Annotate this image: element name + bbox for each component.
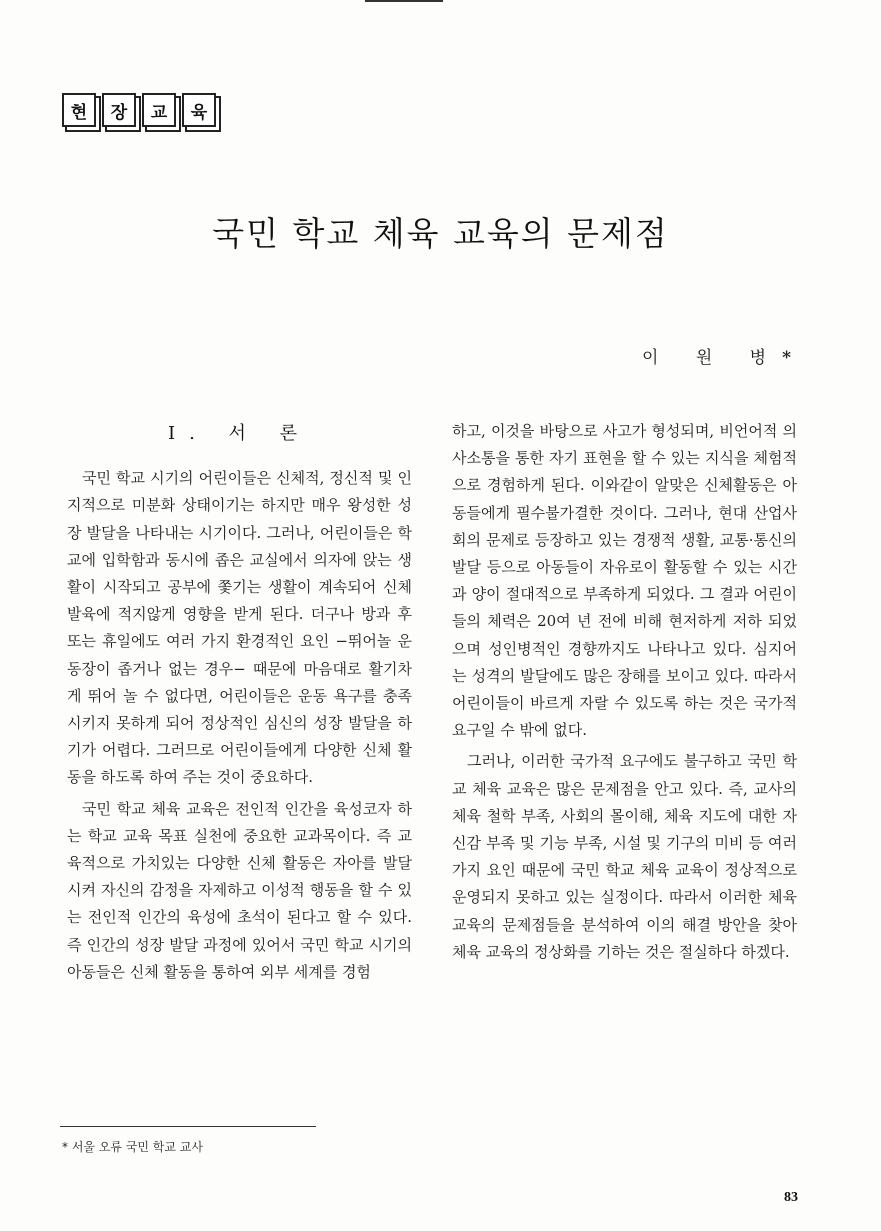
article-title: 국민 학교 체육 교육의 문제점: [212, 214, 669, 253]
author-mark: *: [782, 348, 791, 368]
badge-char-1: 현: [62, 93, 96, 127]
footnote: * 서울 오류 국민 학교 교사: [62, 1140, 203, 1154]
top-rule: [365, 0, 443, 2]
left-paragraph-2: 국민 학교 체육 교육은 전인적 인간을 육성코자 하는 학교 교육 목표 실천에 중요한 교과목이다. 즉 교육적으로 가치있는 다양한 신체 활동은 자아를 발달시켜 자신의 감정을 자제하고 이성적 행동을 할 수 있는 전인적 인간의 육성에 초석이 된다고 할 수 있다. 즉 인간의 성장 발달 과정에 있어서 국민 학교 시기의 아동들은 신체 활동을 통하여 외부 세계를 경험: [67, 799, 412, 981]
footnote-rule: [60, 1126, 316, 1127]
page-number: 83: [784, 1190, 798, 1205]
author-name: 이 원 병: [642, 348, 783, 368]
section-badge: [62, 93, 222, 127]
author-line: [642, 343, 791, 368]
section-heading: I. 서 론: [167, 423, 312, 444]
left-paragraph-1: 국민 학교 시기의 어린이들은 신체적, 정신적 및 인지적으로 미분화 상태이기는 하지만 매우 왕성한 성장 발달을 나타내는 시기이다. 그러나, 어린이들은 학교에 입학함과 동시에 좁은 교실에서 의자에 앉는 생활이 시작되고 공부에 쫓기는 생활이 계속되어 신체 발육에 적지않게 영향을 받게 된다. 더구나 방과 후 또는 휴일에도 여러 가지 환경적인 요인 −뛰어놀 운동장이 좁거나 없는 경우− 때문에 마음대로 활기차게 뛰어 놀 수 없다면, 어린이들은 운동 욕구를 충족시키지 못하게 되어 정상적인 심신의 성장 발달을 하기가 어렵다. 그러므로 어린이들에게 다양한 신체 활동을 하도록 하여 주는 것이 중요하다.: [67, 469, 412, 787]
left-column: [67, 418, 412, 986]
badge-char-3: 교: [142, 93, 176, 127]
right-paragraph-2: 그러나, 이러한 국가적 요구에도 불구하고 국민 학교 체육 교육은 많은 문제점을 안고 있다. 즉, 교사의 체육 철학 부족, 사회의 몰이해, 체육 지도에 대한 자신감 부족 및 기능 부족, 시설 및 기구의 미비 등 여러 가지 요인 때문에 국민 학교 체육 교육이 정상적으로 운영되지 못하고 있는 실정이다. 따라서 이러한 체육 교육의 문제점들을 분석하여 이의 해결 방안을 찾아 체육 교육의 정상화를 기하는 것은 절실하다 하겠다.: [452, 752, 797, 961]
right-column: [452, 418, 797, 966]
badge-char-2: 장: [102, 93, 136, 127]
right-paragraph-1: 하고, 이것을 바탕으로 사고가 형성되며, 비언어적 의사소통을 통한 자기 표현을 할 수 있는 지식을 체험적으로 경험하게 된다. 이와같이 알맞은 신체활동은 아동들에게 필수불가결한 것이다. 그러나, 현대 산업사회의 문제로 등장하고 있는 경쟁적 생활, 교통·통신의 발달 등으로 아동들이 자유로이 활동할 수 있는 시간과 양이 절대적으로 부족하게 되었다. 그 결과 어린이들의 체력은 20여 년 전에 비해 현저하게 저하 되었으며 성인병적인 경향까지도 나타나고 있다. 심지어는 성격의 발달에도 많은 장해를 보이고 있다. 따라서 어린이들이 바르게 자랄 수 있도록 하는 것은 국가적 요구일 수 밖에 없다.: [452, 422, 797, 740]
badge-char-4: 육: [182, 93, 216, 127]
